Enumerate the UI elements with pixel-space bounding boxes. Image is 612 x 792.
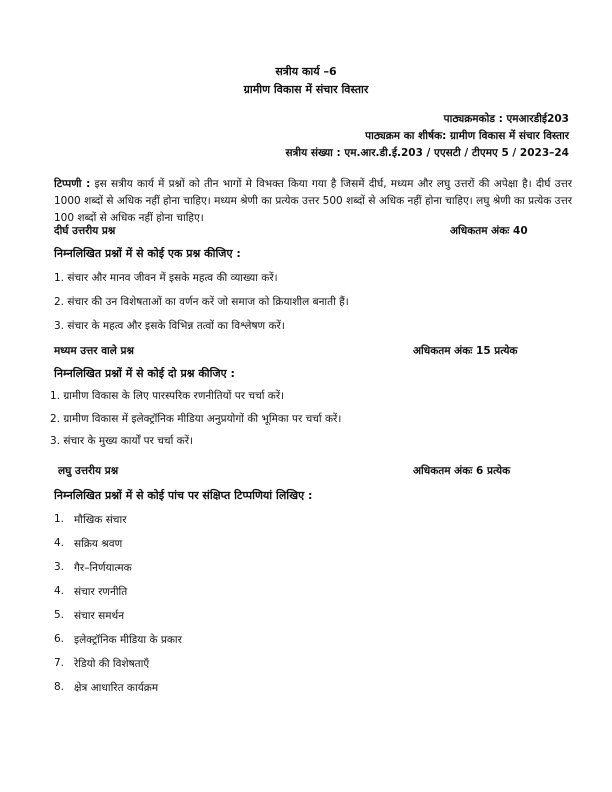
page-title: ग्रामीण विकास में संचार विस्तार [243, 83, 369, 96]
long-question-1: 1. संचार और मानव जीवन में इसके महत्व की व्याख्या करें। [54, 272, 278, 284]
short-question-num: 3. [54, 561, 65, 573]
assignment-code: सत्रीय संख्या : एम.आर.डी.ई.203 / एएसटी / टीएमए 5 / 2023–24 [285, 147, 569, 159]
section-medium-marks: अधिकतम अंकः 15 प्रत्येक [413, 345, 518, 357]
section-long-marks: अधिकतम अंकः 40 [450, 225, 528, 237]
section-short-instruction: निम्नलिखित प्रश्नों में से कोई पांच पर संक्षिप्त टिप्पणियां लिखिए : [54, 489, 313, 502]
short-question-text: संचार रणनीति [74, 586, 128, 598]
section-short-heading: लघु उत्तरीय प्रश्न [58, 465, 119, 477]
section-long-heading: दीर्घ उत्तरीय प्रश्न [54, 225, 116, 237]
short-question-num: 6. [54, 633, 65, 645]
short-question-num: 1. [54, 513, 65, 525]
section-long-instruction: निम्नलिखित प्रश्नों में से कोई एक प्रश्न कीजिए : [54, 247, 241, 260]
short-question-num: 5. [54, 609, 65, 621]
medium-question-3: 3. संचार के मुख्य कार्यों पर चर्चा करें। [50, 435, 193, 447]
short-question-text: गैर–निर्णयात्मक [74, 562, 132, 574]
short-question-num: 7. [54, 657, 65, 669]
short-question-num: 8. [54, 681, 65, 693]
note-text: इस सत्रीय कार्य में प्रश्नों को तीन भागों मे विभक्त किया गया है जिसमें दीर्घ, मध्यम और लघु उत्तरों की अपेक्षा है। दीर्घ उत्तर 1000 शब्दों से अधिक नहीं होना चाहिए। मध्यम श्रेणी का प्रत्येक उत्तर 500 शब्दों से अधिक नहीं होना चाहिए। लघु श्रेणी का प्रत्येक उत्तर 100 शब्दों से अधिक नहीं होना चाहिए। [54, 178, 573, 224]
medium-question-2: 2. ग्रामीण विकास में इलेक्ट्रॉनिक मीडिया अनुप्रयोगों की भूमिका पर चर्चा करें। [50, 413, 342, 425]
short-question-num: 4. [54, 537, 65, 549]
short-question-text: सक्रिय श्रवण [74, 538, 123, 550]
short-question-num: 4. [54, 585, 65, 597]
course-code: पाठ्यक्रमकोड : एमआरडीई203 [443, 113, 569, 125]
note-label: टिप्पणी : [54, 178, 91, 190]
section-short-marks: अधिकतम अंकः 6 प्रत्येक [413, 465, 511, 477]
section-medium-instruction: निम्नलिखित प्रश्नों में से कोई दो प्रश्न कीजिए : [54, 367, 235, 380]
medium-question-1: 1. ग्रामीण विकास के लिए पारस्परिक रणनीतियों पर चर्चा करें। [50, 390, 285, 402]
short-question-text: मौखिक संचार [74, 514, 127, 526]
note-paragraph [54, 176, 572, 227]
short-question-text: क्षेत्र आधारित कार्यक्रम [74, 682, 159, 694]
short-question-text: संचार समर्थन [74, 610, 125, 622]
assignment-number: सत्रीय कार्य –6 [275, 65, 337, 78]
short-question-text: रेडियो की विशेषताएँ [74, 658, 150, 670]
long-question-2: 2. संचार की उन विशेषताओं का वर्णन करें जो समाज को क्रियाशील बनाती हैं। [54, 296, 349, 308]
course-title: पाठ्यक्रम का शीर्षक: ग्रामीण विकास में संचार विस्तार [365, 130, 569, 142]
section-medium-heading: मध्यम उत्तर वाले प्रश्न [54, 345, 134, 357]
long-question-3: 3. संचार के महत्व और इसके विभिन्न तत्वों का विश्लेषण करें। [54, 320, 285, 332]
short-question-text: इलेक्ट्रॉनिक मीडिया के प्रकार [74, 634, 182, 646]
